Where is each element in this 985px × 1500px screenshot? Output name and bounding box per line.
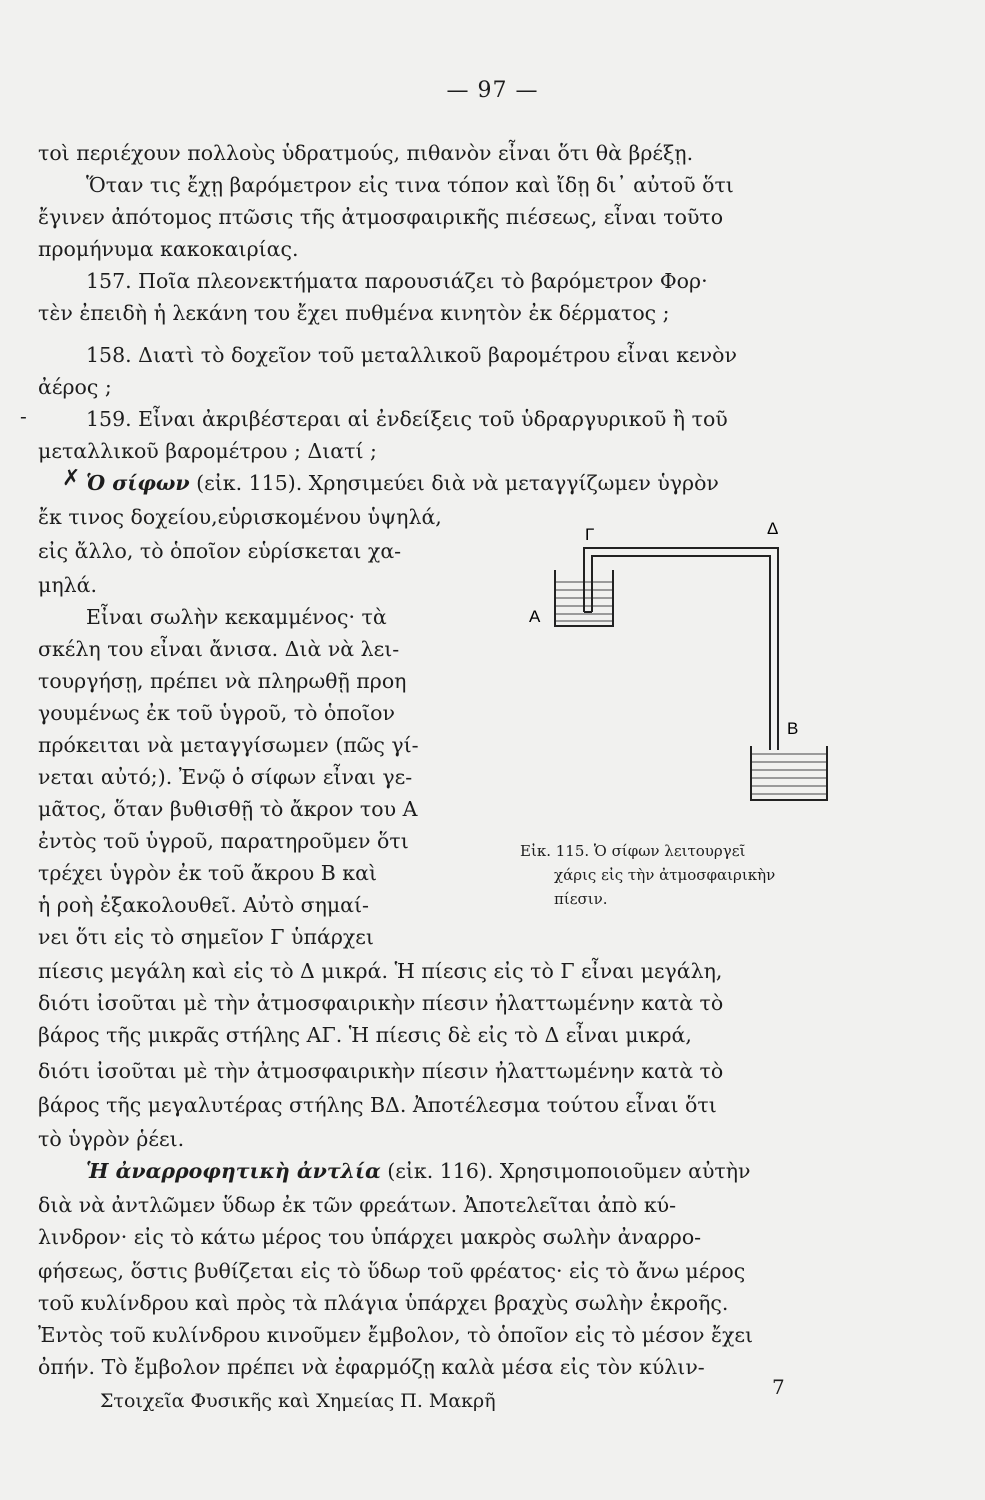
text-line: σκέλη του εἶναι ἄνισα. Διὰ νὰ λει- bbox=[38, 637, 400, 661]
text-line: μηλά. bbox=[38, 573, 97, 597]
text-line: φήσεως, ὅστις βυθίζεται εἰς τὸ ὕδωρ τοῦ φρέατος· εἰς τὸ ἄνω μέρος bbox=[38, 1259, 746, 1283]
siphon-figure bbox=[525, 520, 845, 810]
text-line: Εἶναι σωλὴν κεκαμμένος· τὰ bbox=[86, 605, 387, 629]
text-line: διότι ἰσοῦται μὲ τὴν ἀτμοσφαιρικὴν πίεσιν ἠλαττωμένην κατὰ τὸ bbox=[38, 991, 724, 1015]
question-157: 157. Ποῖα πλεονεκτήματα παρουσιάζει τὸ βαρόμετρον Φορ· bbox=[86, 269, 708, 293]
question-158: 158. Διατὶ τὸ δοχεῖον τοῦ μεταλλικοῦ βαρομέτρου εἶναι κενὸν bbox=[86, 343, 737, 367]
text-line: ἐντὸς τοῦ ὑγροῦ, παρατηροῦμεν ὅτι bbox=[38, 829, 409, 853]
margin-cross: ✗ bbox=[62, 466, 81, 491]
figure-caption-line2: χάρις εἰς τὴν ἀτμοσφαιρικὴν bbox=[554, 866, 776, 884]
label-b: Β bbox=[787, 719, 799, 738]
question-159: 159. Εἶναι ἀκριβέστεραι αἱ ἐνδείξεις τοῦ ὑδραργυρικοῦ ἢ τοῦ bbox=[86, 407, 728, 431]
text-line: τουργήσῃ, πρέπει νὰ πληρωθῇ προη bbox=[38, 669, 407, 693]
text-line: νεται αὐτό;). Ἐνῷ ὁ σίφων εἶναι γε- bbox=[38, 765, 413, 789]
text-line: Ἐντὸς τοῦ κυλίνδρου κινοῦμεν ἔμβολον, τὸ ὁποῖον εἰς τὸ μέσον ἔχει bbox=[38, 1323, 754, 1347]
figure-caption-line3: πίεσιν. bbox=[554, 890, 608, 908]
siphon-intro: (εἰκ. 115). Χρησιμεύει διὰ νὰ μεταγγίζωμεν ὑγρὸν bbox=[189, 471, 719, 495]
text-line: τρέχει ὑγρὸν ἐκ τοῦ ἄκρου Β καὶ bbox=[38, 861, 377, 885]
text-line: βάρος τῆς μεγαλυτέρας στήλης ΒΔ. Ἀποτέλεσμα τούτου εἶναι ὅτι bbox=[38, 1093, 717, 1117]
siphon-heading-line bbox=[86, 470, 876, 496]
pump-heading-line bbox=[86, 1158, 876, 1184]
text-line: νει ὅτι εἰς τὸ σημεῖον Γ ὑπάρχει bbox=[38, 925, 374, 949]
vessel-b bbox=[751, 746, 827, 800]
text-line: τὸ ὑγρὸν ῥέει. bbox=[38, 1127, 185, 1151]
siphon-tube-inner bbox=[592, 556, 770, 750]
margin-tick: - bbox=[20, 404, 27, 428]
text-line: εἰς ἄλλο, τὸ ὁποῖον εὑρίσκεται χα- bbox=[38, 539, 402, 563]
text-line: ἔκ τινος δοχείου,εὑρισκομένου ὑψηλά, bbox=[38, 505, 442, 529]
signature-mark: 7 bbox=[772, 1375, 785, 1399]
text-line: ἔγινεν ἀπότομος πτῶσις τῆς ἀτμοσφαιρικῆς πιέσεως, εἶναι τοῦτο bbox=[38, 205, 724, 229]
text-line: ὀπήν. Τὸ ἔμβολον πρέπει νὰ ἐφαρμόζῃ καλὰ μέσα εἰς τὸν κύλιν- bbox=[38, 1355, 705, 1379]
text-line: μεταλλικοῦ βαρομέτρου ; Διατί ; bbox=[38, 439, 377, 463]
label-a: Α bbox=[529, 607, 541, 626]
label-d: Δ bbox=[767, 520, 779, 538]
pump-intro: (εἰκ. 116). Χρησιμοποιοῦμεν αὐτὴν bbox=[380, 1159, 751, 1183]
label-g: Γ bbox=[585, 525, 595, 544]
page-number: — 97 — bbox=[446, 78, 539, 103]
pump-heading: Ἡ ἀναρροφητικὴ ἀντλία bbox=[86, 1159, 381, 1183]
footer-title: Στοιχεῖα Φυσικῆς καὶ Χημείας Π. Μακρῆ bbox=[100, 1390, 496, 1412]
text-line: διότι ἰσοῦται μὲ τὴν ἀτμοσφαιρικὴν πίεσιν ἠλαττωμένην κατὰ τὸ bbox=[38, 1059, 724, 1083]
text-line: βάρος τῆς μικρᾶς στήλης ΑΓ. Ἡ πίεσις δὲ εἰς τὸ Δ εἶναι μικρά, bbox=[38, 1023, 692, 1047]
text-line: πίεσις μεγάλη καὶ εἰς τὸ Δ μικρά. Ἡ πίεσις εἰς τὸ Γ εἶναι μεγάλη, bbox=[38, 959, 723, 983]
text-line: ἡ ροὴ ἐξακολουθεῖ. Αὐτὸ σημαί- bbox=[38, 893, 369, 917]
text-line: ἀέρος ; bbox=[38, 375, 112, 399]
text-line: λινδρον· εἰς τὸ κάτω μέρος του ὑπάρχει μακρὸς σωλὴν ἀναρρο- bbox=[38, 1225, 702, 1249]
text-line: τοῦ κυλίνδρου καὶ πρὸς τὰ πλάγια ὑπάρχει βραχὺς σωλὴν ἐκροῆς. bbox=[38, 1291, 729, 1315]
text-line: γουμένως ἐκ τοῦ ὑγροῦ, τὸ ὁποῖον bbox=[38, 701, 395, 725]
text-line: τὲν ἐπειδὴ ἡ λεκάνη του ἔχει πυθμένα κινητὸν ἐκ δέρματος ; bbox=[38, 301, 670, 325]
text-line: προμήνυμα κακοκαιρίας. bbox=[38, 237, 299, 261]
text-line: πρόκειται νὰ μεταγγίσωμεν (πῶς γί- bbox=[38, 733, 419, 757]
text-line: Ὅταν τις ἔχῃ βαρόμετρον εἰς τινα τόπον καὶ ἴδῃ δι᾽ αὐτοῦ ὅτι bbox=[86, 173, 734, 197]
text-line: διὰ νὰ ἀντλῶμεν ὕδωρ ἐκ τῶν φρεάτων. Ἀποτελεῖται ἀπὸ κύ- bbox=[38, 1193, 677, 1217]
text-line: μᾶτος, ὅταν βυθισθῇ τὸ ἄκρον του Α bbox=[38, 797, 418, 821]
siphon-heading: Ὁ σίφων bbox=[86, 471, 190, 495]
text-line: τοὶ περιέχουν πολλοὺς ὑδρατμούς, πιθανὸν εἶναι ὅτι θὰ βρέξῃ. bbox=[38, 141, 694, 165]
figure-caption-line1: Εἰκ. 115. Ὁ σίφων λειτουργεῖ bbox=[520, 842, 746, 860]
